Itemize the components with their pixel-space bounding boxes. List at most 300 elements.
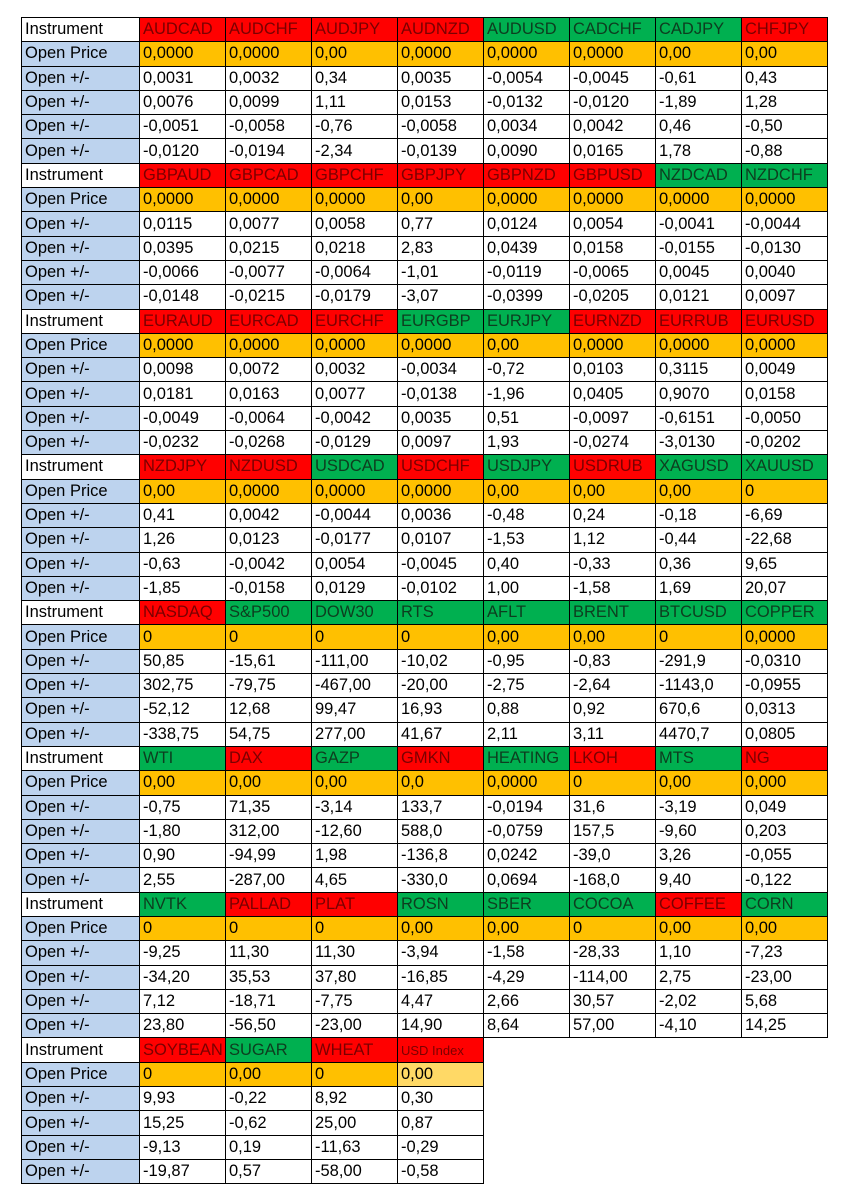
empty-cell [742, 1111, 828, 1135]
open-price-cell: 0 [570, 916, 656, 940]
open-delta-label: Open +/- [22, 576, 140, 600]
open-delta-cell: -20,00 [398, 674, 484, 698]
open-delta-label: Open +/- [22, 382, 140, 406]
open-price-label: Open Price [22, 916, 140, 940]
open-delta-cell: 0,0072 [226, 358, 312, 382]
open-delta-cell: 8,92 [312, 1087, 398, 1111]
ticker-cell: GAZP [312, 746, 398, 770]
open-delta-cell: -0,0065 [570, 260, 656, 284]
instrument-row [22, 309, 828, 333]
empty-cell [484, 1038, 570, 1062]
open-delta-row [22, 236, 828, 260]
open-delta-cell: 0,0107 [398, 528, 484, 552]
ticker-cell: SBER [484, 892, 570, 916]
open-price-label: Open Price [22, 625, 140, 649]
open-delta-row [22, 406, 828, 430]
open-price-label: Open Price [22, 1062, 140, 1086]
open-delta-cell: -0,0955 [742, 674, 828, 698]
open-price-row [22, 333, 828, 357]
empty-cell [742, 1062, 828, 1086]
empty-cell [484, 1111, 570, 1135]
open-delta-cell: 0,36 [656, 552, 742, 576]
ticker-cell: GMKN [398, 746, 484, 770]
open-delta-label: Open +/- [22, 139, 140, 163]
open-delta-cell: 0,0031 [140, 66, 226, 90]
open-delta-cell: -0,0139 [398, 139, 484, 163]
open-delta-cell: 0,0215 [226, 236, 312, 260]
open-delta-cell: -0,0045 [570, 66, 656, 90]
instrument-row [22, 892, 828, 916]
open-delta-cell: -52,12 [140, 698, 226, 722]
open-price-cell: 0 [140, 916, 226, 940]
instrument-row [22, 163, 828, 187]
empty-cell [570, 1062, 656, 1086]
open-delta-cell: 0,0165 [570, 139, 656, 163]
open-delta-cell: 15,25 [140, 1111, 226, 1135]
open-delta-cell: -0,0120 [140, 139, 226, 163]
open-delta-cell: -0,0042 [312, 406, 398, 430]
open-delta-cell: -0,055 [742, 844, 828, 868]
open-delta-cell: 4470,7 [656, 722, 742, 746]
open-price-cell: 0,0000 [140, 188, 226, 212]
instrument-label: Instrument [22, 455, 140, 479]
ticker-cell: EURJPY [484, 309, 570, 333]
open-price-cell: 0 [226, 916, 312, 940]
open-delta-cell: 157,5 [570, 819, 656, 843]
open-delta-cell: -0,0132 [484, 90, 570, 114]
open-delta-cell: -0,0050 [742, 406, 828, 430]
open-delta-label: Open +/- [22, 115, 140, 139]
open-delta-cell: 11,30 [226, 941, 312, 965]
open-price-row [22, 42, 828, 66]
open-delta-label: Open +/- [22, 674, 140, 698]
open-price-cell: 0,0000 [226, 333, 312, 357]
open-delta-cell: -9,13 [140, 1135, 226, 1159]
open-delta-cell: -9,60 [656, 819, 742, 843]
open-delta-cell: 0,0045 [656, 260, 742, 284]
open-delta-cell: -28,33 [570, 941, 656, 965]
open-price-cell: 0,00 [398, 188, 484, 212]
open-delta-cell: 0,0049 [742, 358, 828, 382]
ticker-cell: COCOA [570, 892, 656, 916]
open-delta-cell: -111,00 [312, 649, 398, 673]
open-delta-row [22, 674, 828, 698]
open-delta-cell: 1,00 [484, 576, 570, 600]
open-delta-cell: 2,66 [484, 989, 570, 1013]
ticker-cell: CORN [742, 892, 828, 916]
instrument-label: Instrument [22, 1038, 140, 1062]
ticker-cell: RTS [398, 601, 484, 625]
empty-cell [484, 1135, 570, 1159]
ticker-cell: USDCAD [312, 455, 398, 479]
open-delta-cell: -3,94 [398, 941, 484, 965]
open-delta-cell: -0,0097 [570, 406, 656, 430]
empty-cell [570, 1159, 656, 1183]
open-delta-cell: -18,71 [226, 989, 312, 1013]
open-delta-cell: 1,78 [656, 139, 742, 163]
open-delta-row [22, 382, 828, 406]
open-delta-cell: 11,30 [312, 941, 398, 965]
open-delta-cell: 0,0805 [742, 722, 828, 746]
open-price-cell: 0,0000 [484, 771, 570, 795]
open-price-cell: 0,0000 [742, 333, 828, 357]
empty-cell [656, 1159, 742, 1183]
open-delta-cell: -1,85 [140, 576, 226, 600]
open-delta-cell: 0,0042 [570, 115, 656, 139]
open-delta-cell: -15,61 [226, 649, 312, 673]
open-delta-cell: -0,88 [742, 139, 828, 163]
open-price-cell: 0,0000 [226, 188, 312, 212]
open-price-cell: 0 [742, 479, 828, 503]
open-delta-cell: -3,19 [656, 795, 742, 819]
open-delta-cell: -1,01 [398, 260, 484, 284]
ticker-cell: EURCAD [226, 309, 312, 333]
open-delta-cell: 0,3115 [656, 358, 742, 382]
open-delta-cell: 12,68 [226, 698, 312, 722]
open-delta-cell: -94,99 [226, 844, 312, 868]
open-price-cell: 0,0000 [398, 479, 484, 503]
open-delta-cell: -7,23 [742, 941, 828, 965]
open-delta-label: Open +/- [22, 528, 140, 552]
ticker-cell: AUDCHF [226, 18, 312, 42]
open-delta-cell: 0,90 [140, 844, 226, 868]
open-delta-label: Open +/- [22, 1111, 140, 1135]
open-delta-cell: 0,43 [742, 66, 828, 90]
open-delta-cell: -9,25 [140, 941, 226, 965]
open-delta-cell: 277,00 [312, 722, 398, 746]
open-price-label: Open Price [22, 771, 140, 795]
open-delta-cell: 0,0097 [742, 285, 828, 309]
empty-cell [656, 1135, 742, 1159]
open-delta-cell: -12,60 [312, 819, 398, 843]
ticker-cell: MTS [656, 746, 742, 770]
open-delta-cell: -0,22 [226, 1087, 312, 1111]
open-delta-cell: -0,0042 [226, 552, 312, 576]
open-delta-cell: 0,0694 [484, 868, 570, 892]
open-price-cell: 0,00 [312, 42, 398, 66]
ticker-cell: AUDUSD [484, 18, 570, 42]
ticker-cell: NZDJPY [140, 455, 226, 479]
open-delta-cell: 0,19 [226, 1135, 312, 1159]
open-price-cell: 0,00 [656, 42, 742, 66]
open-delta-cell: 0,0032 [312, 358, 398, 382]
open-delta-cell: -0,0759 [484, 819, 570, 843]
open-delta-cell: -0,48 [484, 503, 570, 527]
open-delta-cell: -0,0120 [570, 90, 656, 114]
ticker-cell: COPPER [742, 601, 828, 625]
open-delta-cell: -0,0077 [226, 260, 312, 284]
open-delta-cell: -1,58 [570, 576, 656, 600]
open-delta-cell: -0,122 [742, 868, 828, 892]
empty-cell [656, 1038, 742, 1062]
open-delta-cell: -3,14 [312, 795, 398, 819]
open-delta-label: Open +/- [22, 698, 140, 722]
ticker-cell: BTCUSD [656, 601, 742, 625]
open-delta-cell: -0,58 [398, 1159, 484, 1183]
ticker-cell: LKOH [570, 746, 656, 770]
open-delta-cell: 0,0153 [398, 90, 484, 114]
open-delta-cell: 0,0181 [140, 382, 226, 406]
open-delta-cell: -0,0129 [312, 431, 398, 455]
open-delta-row [22, 115, 828, 139]
open-delta-cell: -11,63 [312, 1135, 398, 1159]
open-delta-cell: 0,0242 [484, 844, 570, 868]
open-delta-cell: 312,00 [226, 819, 312, 843]
open-price-cell: 0,0000 [312, 479, 398, 503]
open-delta-cell: -2,34 [312, 139, 398, 163]
open-delta-cell: 0,0032 [226, 66, 312, 90]
open-delta-cell: 0,0097 [398, 431, 484, 455]
open-delta-cell: -79,75 [226, 674, 312, 698]
open-delta-cell: -1,58 [484, 941, 570, 965]
open-delta-cell: -0,0064 [226, 406, 312, 430]
open-price-row [22, 771, 828, 795]
open-price-cell: 0,00 [226, 1062, 312, 1086]
open-delta-cell: -22,68 [742, 528, 828, 552]
open-delta-cell: 3,26 [656, 844, 742, 868]
open-delta-cell: 99,47 [312, 698, 398, 722]
open-delta-cell: -0,62 [226, 1111, 312, 1135]
open-delta-cell: 302,75 [140, 674, 226, 698]
open-delta-cell: 1,69 [656, 576, 742, 600]
open-delta-cell: 71,35 [226, 795, 312, 819]
open-delta-cell: 133,7 [398, 795, 484, 819]
open-price-cell: 0,0000 [312, 333, 398, 357]
open-price-cell: 0,00 [484, 333, 570, 357]
open-delta-cell: 0,0054 [570, 212, 656, 236]
open-delta-cell: -0,29 [398, 1135, 484, 1159]
open-price-cell: 0,00 [656, 916, 742, 940]
open-delta-cell: -0,0034 [398, 358, 484, 382]
ticker-cell: PLAT [312, 892, 398, 916]
open-delta-cell: -0,6151 [656, 406, 742, 430]
open-delta-cell: 0,0115 [140, 212, 226, 236]
open-delta-label: Open +/- [22, 795, 140, 819]
open-price-cell: 0 [226, 625, 312, 649]
open-price-label: Open Price [22, 333, 140, 357]
open-delta-cell: 41,67 [398, 722, 484, 746]
open-delta-row [22, 260, 828, 284]
open-delta-cell: 0,57 [226, 1159, 312, 1183]
ticker-cell: GBPNZD [484, 163, 570, 187]
open-delta-cell: -0,0177 [312, 528, 398, 552]
open-delta-cell: 23,80 [140, 1014, 226, 1038]
instrument-row [22, 455, 828, 479]
open-price-cell: 0,00 [484, 916, 570, 940]
open-delta-cell: 0,0313 [742, 698, 828, 722]
open-delta-cell: -0,0058 [398, 115, 484, 139]
open-delta-cell: -0,0202 [742, 431, 828, 455]
open-delta-cell: -0,0148 [140, 285, 226, 309]
open-delta-cell: 8,64 [484, 1014, 570, 1038]
open-delta-cell: 1,10 [656, 941, 742, 965]
ticker-cell: WTI [140, 746, 226, 770]
ticker-cell: GBPJPY [398, 163, 484, 187]
open-delta-row [22, 941, 828, 965]
open-price-cell: 0,0000 [656, 188, 742, 212]
instrument-row [22, 601, 828, 625]
open-delta-row [22, 965, 828, 989]
open-delta-cell: 0,0129 [312, 576, 398, 600]
open-delta-cell: 0,0395 [140, 236, 226, 260]
open-delta-cell: -1143,0 [656, 674, 742, 698]
ticker-cell: ROSN [398, 892, 484, 916]
ticker-cell: S&P500 [226, 601, 312, 625]
ticker-cell: USDRUB [570, 455, 656, 479]
open-delta-cell: -0,63 [140, 552, 226, 576]
open-delta-cell: -0,0215 [226, 285, 312, 309]
open-price-cell: 0 [140, 1062, 226, 1086]
open-delta-cell: 31,6 [570, 795, 656, 819]
open-delta-cell: 0,0040 [742, 260, 828, 284]
open-delta-cell: 0,0076 [140, 90, 226, 114]
open-delta-cell: -287,00 [226, 868, 312, 892]
open-price-cell: 0 [312, 916, 398, 940]
open-delta-label: Open +/- [22, 1087, 140, 1111]
open-delta-cell: 0,77 [398, 212, 484, 236]
open-delta-cell: -0,72 [484, 358, 570, 382]
ticker-cell: XAGUSD [656, 455, 742, 479]
open-delta-cell: 0,0124 [484, 212, 570, 236]
open-delta-cell: 0,0054 [312, 552, 398, 576]
open-price-cell: 0,0000 [226, 42, 312, 66]
open-delta-cell: 35,53 [226, 965, 312, 989]
open-price-row [22, 188, 828, 212]
open-price-cell: 0,0000 [226, 479, 312, 503]
open-price-cell: 0,00 [398, 916, 484, 940]
ticker-cell: DOW30 [312, 601, 398, 625]
open-delta-cell: -2,75 [484, 674, 570, 698]
open-delta-cell: -0,50 [742, 115, 828, 139]
open-price-cell: 0,0000 [742, 188, 828, 212]
open-delta-cell: 588,0 [398, 819, 484, 843]
open-price-cell: 0,00 [140, 479, 226, 503]
open-delta-cell: 0,0036 [398, 503, 484, 527]
open-delta-row [22, 989, 828, 1013]
open-delta-cell: 14,25 [742, 1014, 828, 1038]
open-price-cell: 0,00 [484, 625, 570, 649]
empty-cell [656, 1062, 742, 1086]
open-delta-cell: -58,00 [312, 1159, 398, 1183]
open-price-cell: 0 [312, 1062, 398, 1086]
open-delta-label: Open +/- [22, 844, 140, 868]
open-delta-cell: 0,40 [484, 552, 570, 576]
ticker-cell: EURGBP [398, 309, 484, 333]
ticker-cell: EURUSD [742, 309, 828, 333]
open-delta-cell: 2,11 [484, 722, 570, 746]
open-delta-cell: -0,33 [570, 552, 656, 576]
open-price-cell: 0,00 [570, 479, 656, 503]
empty-cell [742, 1087, 828, 1111]
open-delta-cell: -1,80 [140, 819, 226, 843]
open-delta-cell: 54,75 [226, 722, 312, 746]
open-delta-cell: 1,12 [570, 528, 656, 552]
open-delta-cell: 4,47 [398, 989, 484, 1013]
ticker-cell: AUDNZD [398, 18, 484, 42]
open-price-row [22, 1062, 828, 1086]
ticker-cell: CHFJPY [742, 18, 828, 42]
ticker-cell: NZDCAD [656, 163, 742, 187]
open-delta-cell: 2,83 [398, 236, 484, 260]
open-price-cell: 0 [312, 625, 398, 649]
open-price-cell: 0,0000 [140, 333, 226, 357]
open-delta-cell: 5,68 [742, 989, 828, 1013]
ticker-cell: EURCHF [312, 309, 398, 333]
open-delta-cell: 3,11 [570, 722, 656, 746]
open-price-cell: 0,0000 [570, 42, 656, 66]
open-delta-cell: 1,98 [312, 844, 398, 868]
instrument-label: Instrument [22, 746, 140, 770]
open-price-cell: 0,00 [656, 771, 742, 795]
open-delta-cell: 0,0158 [742, 382, 828, 406]
open-delta-cell: -0,83 [570, 649, 656, 673]
open-delta-cell: -0,0064 [312, 260, 398, 284]
open-delta-cell: 0,0098 [140, 358, 226, 382]
open-price-cell: 0,00 [398, 1062, 484, 1086]
open-delta-cell: 25,00 [312, 1111, 398, 1135]
ticker-cell: NZDCHF [742, 163, 828, 187]
empty-cell [742, 1159, 828, 1183]
open-delta-cell: 2,55 [140, 868, 226, 892]
ticker-cell: EURNZD [570, 309, 656, 333]
ticker-cell: EURRUB [656, 309, 742, 333]
open-delta-row [22, 139, 828, 163]
open-delta-cell: -0,0399 [484, 285, 570, 309]
ticker-cell: DAX [226, 746, 312, 770]
open-delta-label: Open +/- [22, 552, 140, 576]
open-delta-cell: 1,26 [140, 528, 226, 552]
ticker-cell: CADCHF [570, 18, 656, 42]
open-delta-row [22, 66, 828, 90]
open-price-cell: 0 [140, 625, 226, 649]
open-delta-cell: 0,0090 [484, 139, 570, 163]
open-delta-row [22, 868, 828, 892]
open-delta-cell: 1,93 [484, 431, 570, 455]
open-delta-cell: -0,0102 [398, 576, 484, 600]
open-price-cell: 0,0000 [656, 333, 742, 357]
ticker-cell: USD Index [398, 1038, 484, 1062]
open-delta-cell: -23,00 [312, 1014, 398, 1038]
open-delta-cell: -0,0274 [570, 431, 656, 455]
open-delta-label: Open +/- [22, 722, 140, 746]
instrument-row [22, 18, 828, 42]
open-delta-cell: -0,0044 [742, 212, 828, 236]
open-price-label: Open Price [22, 479, 140, 503]
ticker-cell: HEATING [484, 746, 570, 770]
open-delta-cell: 4,65 [312, 868, 398, 892]
open-delta-cell: 1,28 [742, 90, 828, 114]
ticker-cell: GBPCHF [312, 163, 398, 187]
ticker-cell: COFFEE [656, 892, 742, 916]
open-delta-label: Open +/- [22, 868, 140, 892]
open-delta-label: Open +/- [22, 90, 140, 114]
open-delta-cell: -4,29 [484, 965, 570, 989]
open-delta-cell: 0,0035 [398, 406, 484, 430]
open-delta-label: Open +/- [22, 236, 140, 260]
open-delta-cell: 0,0163 [226, 382, 312, 406]
open-delta-row [22, 503, 828, 527]
open-price-row [22, 916, 828, 940]
open-delta-cell: 0,049 [742, 795, 828, 819]
open-delta-cell: -0,0138 [398, 382, 484, 406]
open-price-cell: 0,000 [742, 771, 828, 795]
open-delta-cell: -0,0051 [140, 115, 226, 139]
empty-cell [484, 1087, 570, 1111]
open-delta-label: Open +/- [22, 503, 140, 527]
empty-cell [484, 1159, 570, 1183]
empty-cell [484, 1062, 570, 1086]
ticker-cell: NASDAQ [140, 601, 226, 625]
